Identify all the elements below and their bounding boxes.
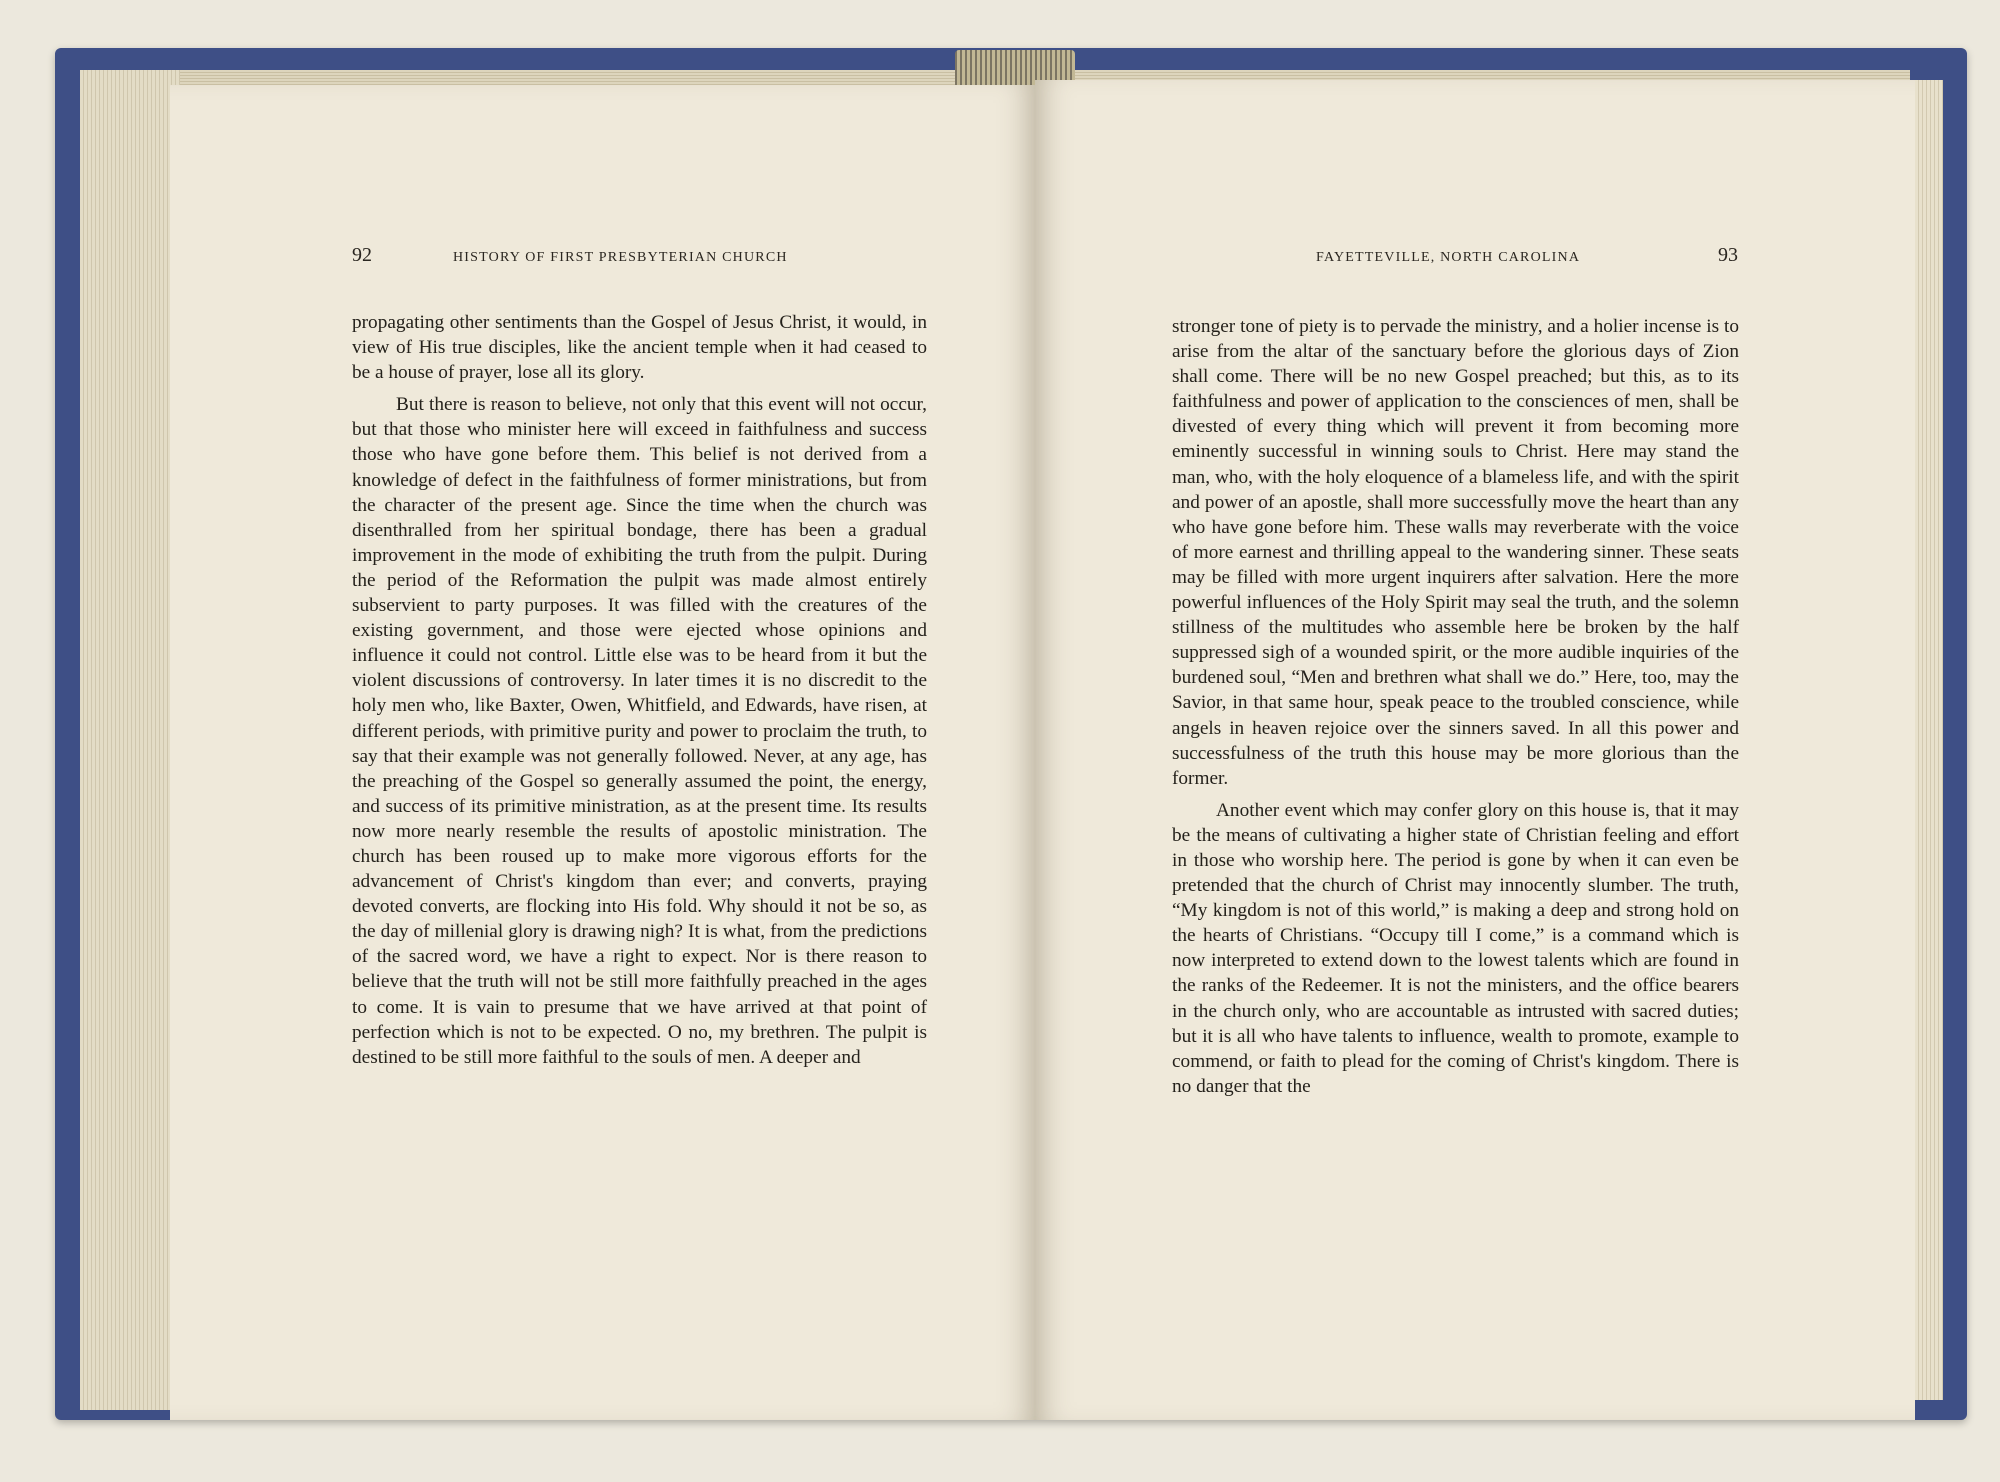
left-page-number: 92 — [352, 244, 372, 266]
right-running-head: FAYETTEVILLE, NORTH CAROLINA — [1316, 250, 1581, 265]
left-running-head: HISTORY OF FIRST PRESBYTERIAN CHURCH — [453, 250, 788, 265]
left-page-body — [352, 310, 927, 1070]
right-page-body — [1172, 314, 1739, 1099]
right-page-number: 93 — [1718, 244, 1738, 266]
right-paragraph-2: Another event which may confer glory on this house is, that it may be the means of cultivating a higher state of Christian feeling and effort in those who worship here. The period is gone by when it can even be pretended that the church of Christ may innocently slumber. The truth, “My kingdom is not of this world,” is making a deep and strong hold on the hearts of Christians. “Occupy till I come,” is a command which is now interpreted to extend down to the lowest talents which are found in the ranks of the Redeemer. It is not the ministers, and the office bearers in the church only, who are accountable as intrusted with sacred duties; but it is all who have talents to influence, wealth to promote, example to commend, or faith to plead for the coming of Christ's kingdom. There is no danger that the — [1172, 799, 1739, 1097]
right-paragraph-1: stronger tone of piety is to pervade the ministry, and a holier incense is to arise from the altar of the sanctuary before the glorious days of Zion shall come. There will be no new Gospel preached; but this, as to its faithfulness and power of application to the consciences of men, shall be divested of every thing which will prevent it from becoming more eminently successful in winning souls to Christ. Here may stand the man, who, with the holy eloquence of a blameless life, and with the spirit and power of an apostle, shall more successfully move the heart than any who have gone before him. These walls may reverberate with the voice of more earnest and thrilling appeal to the wandering sinner. These seats may be filled with more urgent inquirers after salvation. Here the more powerful influences of the Holy Spirit may seal the truth, and the solemn stillness of the multitudes who assemble here be broken by the half suppressed sigh of a wounded spirit, or the more audible inquiries of the burdened soul, “Men and brethren what shall we do.” Here, too, may the Savior, in that same hour, speak peace to the troubled conscience, while angels in heaven rejoice over the sinners saved. In all this power and successfulness of the truth this house may be more glorious than the former. — [1172, 316, 1739, 789]
left-paragraph-2: But there is reason to believe, not only that this event will not occur, but that those who minister here will exceed in faithfulness and success those who have gone before them. This belief is not derived from a knowledge of defect in the faithfulness of former ministrations, but from the character of the present age. Since the time when the church was disenthralled from her spiritual bondage, there has been a gradual improvement in the mode of exhibiting the truth from the pulpit. During the period of the Reformation the pulpit was made almost entirely subservient to party purposes. It was filled with the creatures of the existing government, and those were ejected whose opinions and influence it could not control. Little else was to be heard from it but the violent discussions of controversy. In later times it is no discredit to the holy men who, like Baxter, Owen, Whitfield, and Edwards, have risen, at different periods, with primitive purity and power to proclaim the truth, to say that their example was not generally followed. Never, at any age, has the preaching of the Gospel so generally assumed the point, the energy, and success of its primitive ministration, as at the present time. Its results now more nearly resemble the results of apostolic ministration. The church has been roused up to make more vigorous efforts for the advancement of Christ's kingdom than ever; and converts, praying devoted converts, are flocking into His fold. Why should it not be so, as the day of millenial glory is drawing nigh? It is what, from the predictions of the sacred word, we have a right to expect. Nor is there reason to believe that the truth will not be still more faithfully preached in the ages to come. It is vain to presume that we have arrived at that point of perfection which is not to be expected. O no, my brethren. The pulpit is destined to be still more faithful to the souls of men. A deeper and — [352, 394, 927, 1068]
left-paragraph-1: propagating other sentiments than the Gospel of Jesus Christ, it would, in view of His true disciples, like the ancient temple when it had ceased to be a house of prayer, lose all its glory. — [352, 312, 927, 384]
